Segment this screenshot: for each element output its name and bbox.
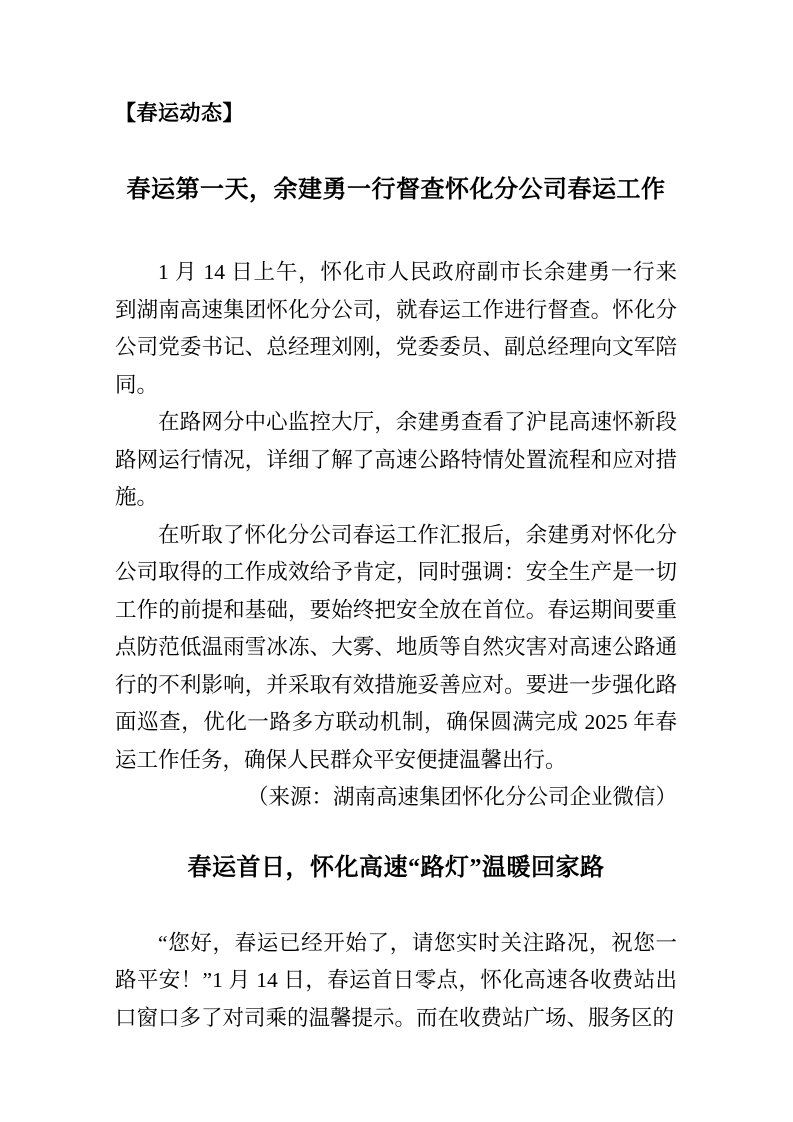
section-header: 【春运动态】 <box>115 102 244 125</box>
article-1-title: 春运第一天，余建勇一行督查怀化分公司春运工作 <box>126 177 666 203</box>
article-1-paragraph-1: 1 月 14 日上午，怀化市人民政府副市长余建勇一行来到湖南高速集团怀化分公司，就春运工作进行督查。怀化分公司党委书记、总经理刘刚，党委委员、副总经理向文军陪同。 <box>115 260 677 397</box>
article-2-body <box>115 925 677 1038</box>
article-2-paragraph-1: “您好，春运已经开始了，请您实时关注路况，祝您一路平安！”1 月 14 日，春运首日零点，怀化高速各收费站出口窗口多了对司乘的温馨提示。而在收费站广场、服务区的 <box>115 930 677 1030</box>
article-1-source-attribution: （来源：湖南高速集团怀化分公司企业微信） <box>246 785 677 809</box>
article-1-paragraph-3: 在听取了怀化分公司春运工作汇报后，余建勇对怀化分公司取得的工作成效给予肯定，同时强调：安全生产是一切工作的前提和基础，要始终把安全放在首位。春运期间要重点防范低温雨雪冰冻、大雾、地质等自然灾害对高速公路通行的不利影响，并采取有效措施妥善应对。要进一步强化路面巡查，优化一路多方联动机制，确保圆满完成 2025 年春运工作任务，确保人民群众平安便捷温馨出行。 <box>115 522 677 772</box>
article-1-paragraph-2: 在路网分中心监控大厅，余建勇查看了沪昆高速怀新段路网运行情况，详细了解了高速公路特情处置流程和应对措施。 <box>115 410 677 509</box>
article-2-title: 春运首日，怀化高速“路灯”温暖回家路 <box>187 854 605 881</box>
article-1-body <box>115 254 677 817</box>
